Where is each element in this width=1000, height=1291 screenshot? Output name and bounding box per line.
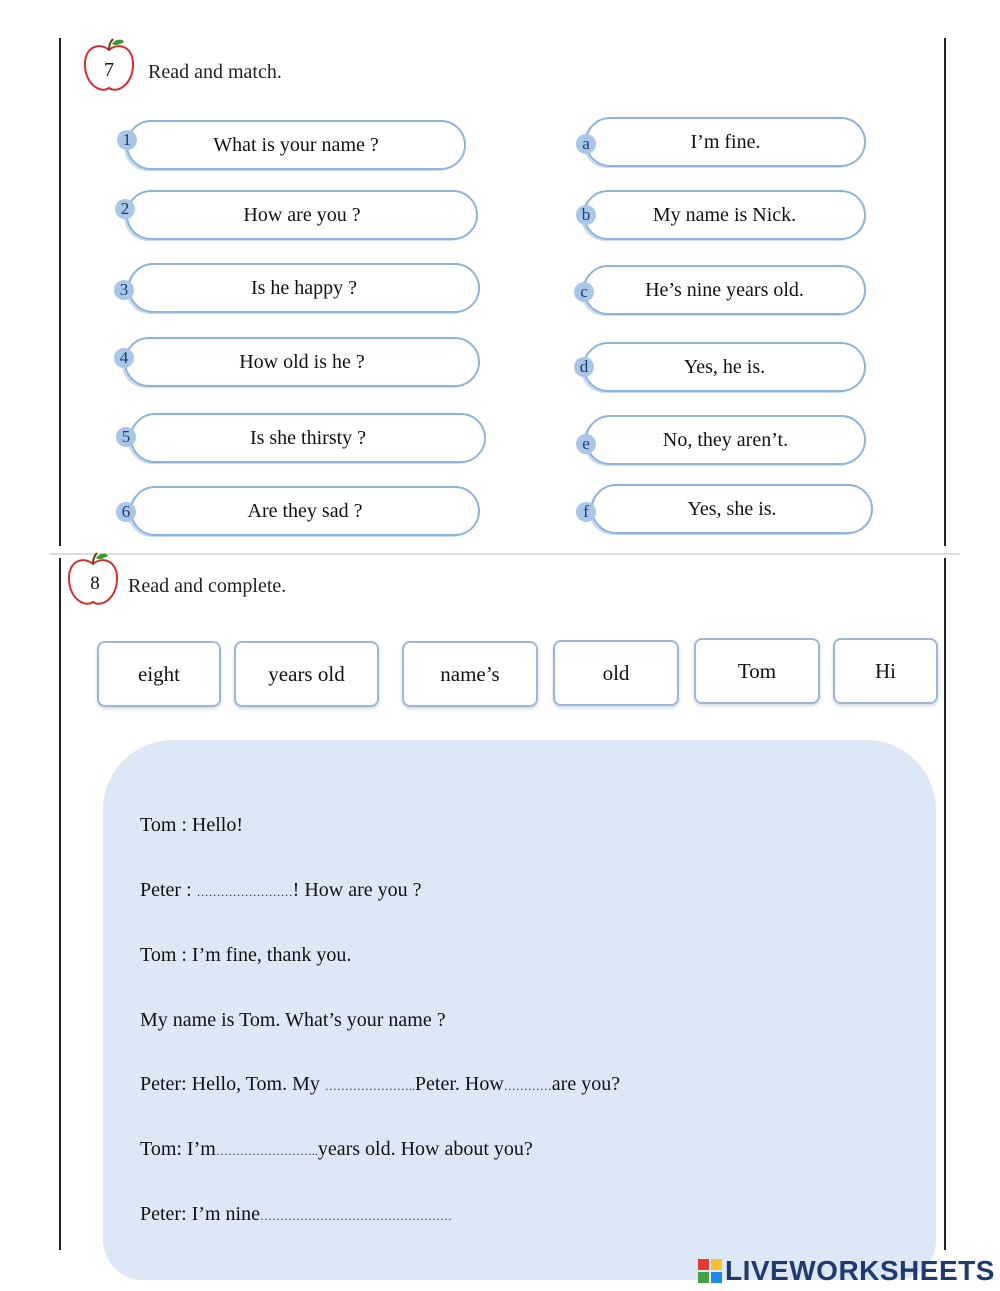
question-text: Is he happy ? xyxy=(250,276,358,299)
apple-icon xyxy=(82,38,136,94)
section8-number: 8 xyxy=(90,573,100,594)
answer-pill-e[interactable] xyxy=(585,415,866,465)
word-bank-item[interactable]: eight xyxy=(97,641,221,707)
question-text: How are you ? xyxy=(243,203,361,226)
question-pill-6[interactable] xyxy=(130,486,480,536)
question-pill-4[interactable] xyxy=(124,337,480,387)
answer-text: He’s nine years old. xyxy=(645,278,804,301)
question-number-badge: 2 xyxy=(115,199,135,219)
liveworksheets-logo[interactable] xyxy=(698,1255,998,1287)
dialogue-line-2 xyxy=(140,879,422,902)
question-number-badge: 5 xyxy=(116,427,136,447)
dialogue-text: Peter : xyxy=(140,879,197,901)
answer-text: My name is Nick. xyxy=(652,203,797,226)
section7-title: Read and match. xyxy=(148,61,282,83)
apple-icon xyxy=(66,552,120,608)
dialogue-text: years old. How about you? xyxy=(317,1138,533,1160)
brand-name: LIVEWORKSHEETS xyxy=(725,1255,995,1286)
question-pill-1[interactable] xyxy=(126,120,466,170)
answer-letter-badge: a xyxy=(576,134,596,154)
question-text: How old is he ? xyxy=(239,350,365,373)
dialogue-line-7 xyxy=(140,1203,452,1226)
answer-text: Yes, she is. xyxy=(687,497,777,520)
dialogue-text: Peter. How xyxy=(414,1073,504,1095)
answer-letter-badge: e xyxy=(576,434,596,454)
blank-field[interactable]: ………… xyxy=(503,1079,552,1093)
blank-field[interactable]: ………………….. xyxy=(324,1079,415,1093)
dialogue-text: are you? xyxy=(551,1073,621,1095)
left-border-bottom xyxy=(59,558,61,1250)
dialogue-text: Peter: I’m nine xyxy=(140,1203,260,1225)
question-pill-2[interactable] xyxy=(126,190,478,240)
answer-text: Yes, he is. xyxy=(683,355,766,378)
answer-pill-d[interactable] xyxy=(583,342,866,392)
blank-field[interactable]: ………………………………………… xyxy=(259,1209,452,1223)
left-border-top xyxy=(59,38,61,546)
question-text: What is your name ? xyxy=(213,133,379,156)
blank-field[interactable]: …………………… xyxy=(196,885,293,899)
word-bank-item[interactable]: Tom xyxy=(694,638,820,704)
word-bank-item[interactable]: Hi xyxy=(833,638,938,704)
answer-pill-a[interactable] xyxy=(585,117,866,167)
answer-letter-badge: c xyxy=(574,282,594,302)
right-border-top xyxy=(944,38,946,546)
dialogue-text: Peter: Hello, Tom. My xyxy=(140,1073,325,1095)
dialogue-text: Tom: I’m xyxy=(140,1138,216,1160)
dialogue-line-3: Tom : I’m fine, thank you. xyxy=(140,944,352,966)
dialogue-line-4: My name is Tom. What’s your name ? xyxy=(140,1009,446,1031)
dialogue-line-5 xyxy=(140,1073,620,1096)
answer-pill-b[interactable] xyxy=(583,190,866,240)
question-text: Are they sad ? xyxy=(247,499,363,522)
answer-pill-c[interactable] xyxy=(583,265,866,315)
dialogue-line-1: Tom : Hello! xyxy=(140,814,244,836)
question-number-badge: 4 xyxy=(114,348,134,368)
question-number-badge: 6 xyxy=(116,502,136,522)
question-pill-3[interactable] xyxy=(128,263,480,313)
dialogue-line-6 xyxy=(140,1138,533,1161)
logo-blocks-icon xyxy=(698,1259,722,1283)
answer-text: No, they aren’t. xyxy=(662,428,789,451)
word-bank-item[interactable]: years old xyxy=(234,641,379,707)
answer-letter-badge: d xyxy=(574,357,594,377)
answer-letter-badge: b xyxy=(576,205,596,225)
question-number-badge: 3 xyxy=(114,280,134,300)
question-text: Is she thirsty ? xyxy=(249,426,367,449)
right-border-bottom xyxy=(944,558,946,1250)
question-number-badge: 1 xyxy=(117,130,137,150)
section-divider xyxy=(50,553,960,555)
word-bank-item[interactable]: name’s xyxy=(402,641,538,707)
question-pill-5[interactable] xyxy=(130,413,486,463)
blank-field[interactable]: …………………….. xyxy=(215,1144,318,1158)
section8-title: Read and complete. xyxy=(128,575,287,597)
answer-text: I’m fine. xyxy=(690,130,761,153)
answer-letter-badge: f xyxy=(576,502,596,522)
section7-number: 7 xyxy=(104,59,114,81)
dialogue-text: ! How are you ? xyxy=(292,879,422,901)
word-bank-item[interactable]: old xyxy=(553,640,679,706)
answer-pill-f[interactable] xyxy=(591,484,873,534)
